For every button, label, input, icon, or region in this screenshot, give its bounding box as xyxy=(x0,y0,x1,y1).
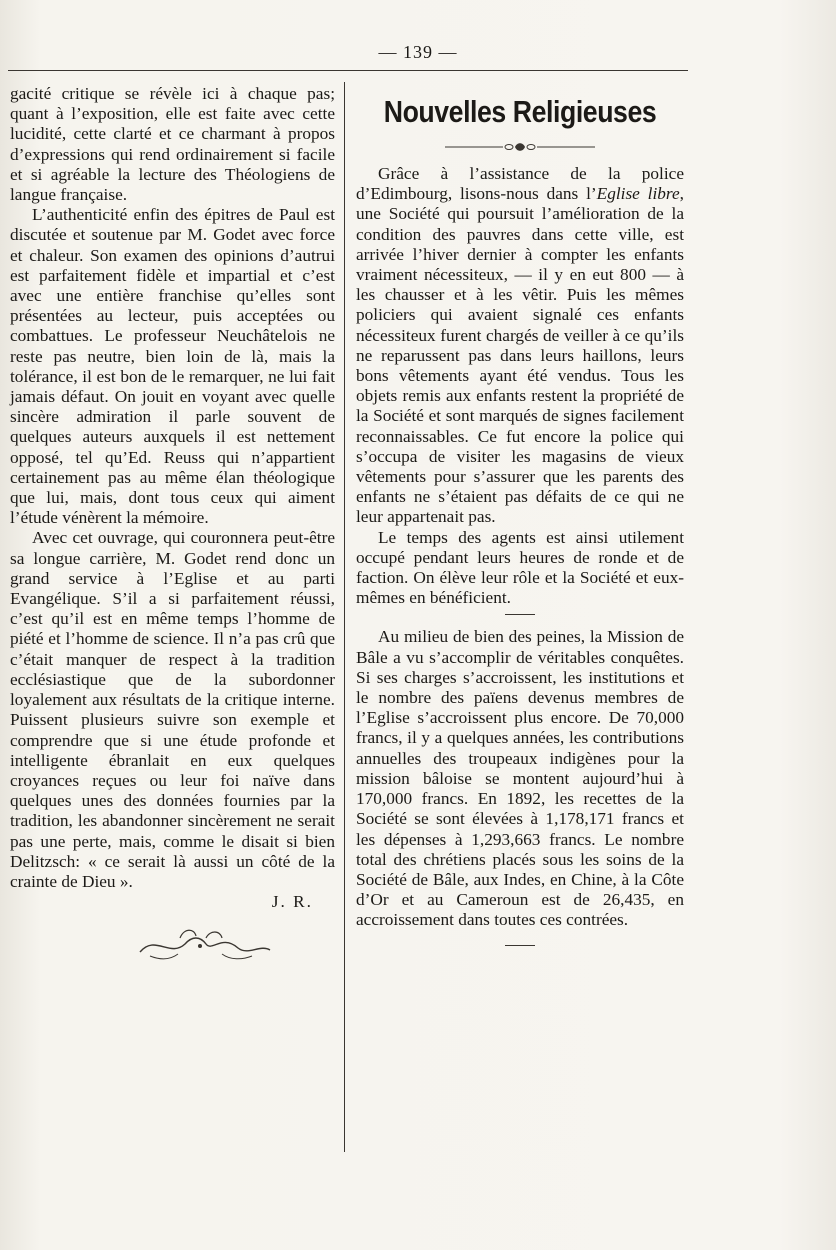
title-ornament-icon xyxy=(445,142,595,152)
right-column xyxy=(356,84,684,958)
review-signature: J. R. xyxy=(271,892,313,912)
review-paragraph-3: Avec cet ouvrage, qui couronnera peut-être sa longue carrière, M. Godet rend donc un grand service à l’Eglise et au parti Evangélique. S’il a si parfaitement réussi, c’est qu’il est en même temps l’homme de piété et l’homme de science. Il n’a pas crû que c’était manquer de respect à la tradition ecclésiastique que de la subordonner loyalement aux résultats de la critique interne. Puissent plusieurs suivre son exemple et comprendre que si une étude profonde et intelligente ébranlait en eux quelques croyances reçues ou leur foi naïve dans quelques unes des données fournies par la tradition, les abandonner sincèrement ne serait pas une perte, mais, comme le disait si bien Delitzsch: « ce serait là aussi un côté de la crainte de Dieu ». xyxy=(10,528,335,891)
header-rule xyxy=(8,70,688,71)
column-divider xyxy=(344,82,345,1152)
journal-title: Eglise libre xyxy=(596,184,680,204)
news-paragraph-1 xyxy=(356,164,684,528)
review-paragraph-2: L’authenticité enfin des épitres de Paul est discutée et soutenue par M. Godet avec force et chaleur. Son examen des opinions d’autrui est parfaitement fidèle et impartial et c’est avec une entière franchise qu’elles sont présentées au lecteur, puis acceptées ou combattues. Le professeur Neuchâtelois ne reste pas neutre, bien loin de là, mais la tolérance, il est bon de le remarquer, ne lui fait jamais défaut. On jouit en voyant avec quelle sincère admiration il parle souvent de quelques auteurs auxquels il est nettement opposé, tel qu’Ed. Reuss qui n’appartient certainement pas au même élan théologique que lui, mais, dont tous ceux qui aiment l’étude vénèrent la mémoire. xyxy=(10,205,335,528)
page-number: — 139 — xyxy=(378,42,458,62)
left-column xyxy=(10,84,335,964)
end-rule xyxy=(505,945,535,946)
news-paragraph-2: Le temps des agents est ainsi utilement occupé pendant leurs heures de ronde et de faction. On élève leur rôle et la Société et eux-mêmes en bénéficient. xyxy=(356,527,684,608)
review-paragraph-1: gacité critique se révèle ici à chaque pas; quant à l’exposition, elle est faite avec cette lucidité, cette clarté et ce charmant à propos d’expressions qui rend ordinairement si facile et si agréable la lecture des Théologiens de langue française. xyxy=(10,84,335,205)
news-paragraph-1-start: Grâce à l’assistance de la police d’Edimbourg, lisons-nous dans l’ xyxy=(356,164,684,204)
separator-rule xyxy=(505,614,535,615)
tailpiece-ornament-icon xyxy=(110,924,290,964)
section-title: Nouvelles Religieuses xyxy=(383,94,657,129)
news-paragraph-1-end: , une Société qui poursuit l’amélioration de la condition des pauvres dans cette ville, est arrivée l’hiver dernier à compter les enfants vraiment nécessiteux, — il y en eut 800 — à les chausser et à les vêtir. Puis les mêmes policiers qui avaient signalé ces enfants nécessiteux furent chargés de veiller à ce qu’ils ne reparussent pas dans leurs haillons, leurs bons vêtements ayant été vendus. Tous les objets remis aux enfants restent la propriété de la Société et sont marqués de signes facilement reconnaissables. Ce fut encore la police qui s’occupa de visiter les magasins de vieux vêtements pour s’assurer que les parents des enfants ne s’étaient pas défaits de ce qui ne leur appartenait pas. xyxy=(356,184,684,527)
news-paragraph-3: Au milieu de bien des peines, la Mission de Bâle a vu s’accomplir de véritables conquêtes. Si ses charges s’accroissent, les institutions et le nombre des païens devenus membres de l’Eglise s’accroissent plus encore. De 70,000 francs, il y a quelques années, les contributions annuelles des troupeaux indigènes pour la mission bâloise se montent aujourd’hui à 170,000 francs. En 1892, les recettes de la Société se sont élevées à 1,178,171 francs et les dépenses à 1,293,663 francs. Le nombre total des chrétiens placés sous les soins de la Société de Bâle, aux Indes, en Chine, à la Côte d’Or et au Cameroun est de 26,435, en accroissement dans toutes ces contrées. xyxy=(356,627,684,930)
